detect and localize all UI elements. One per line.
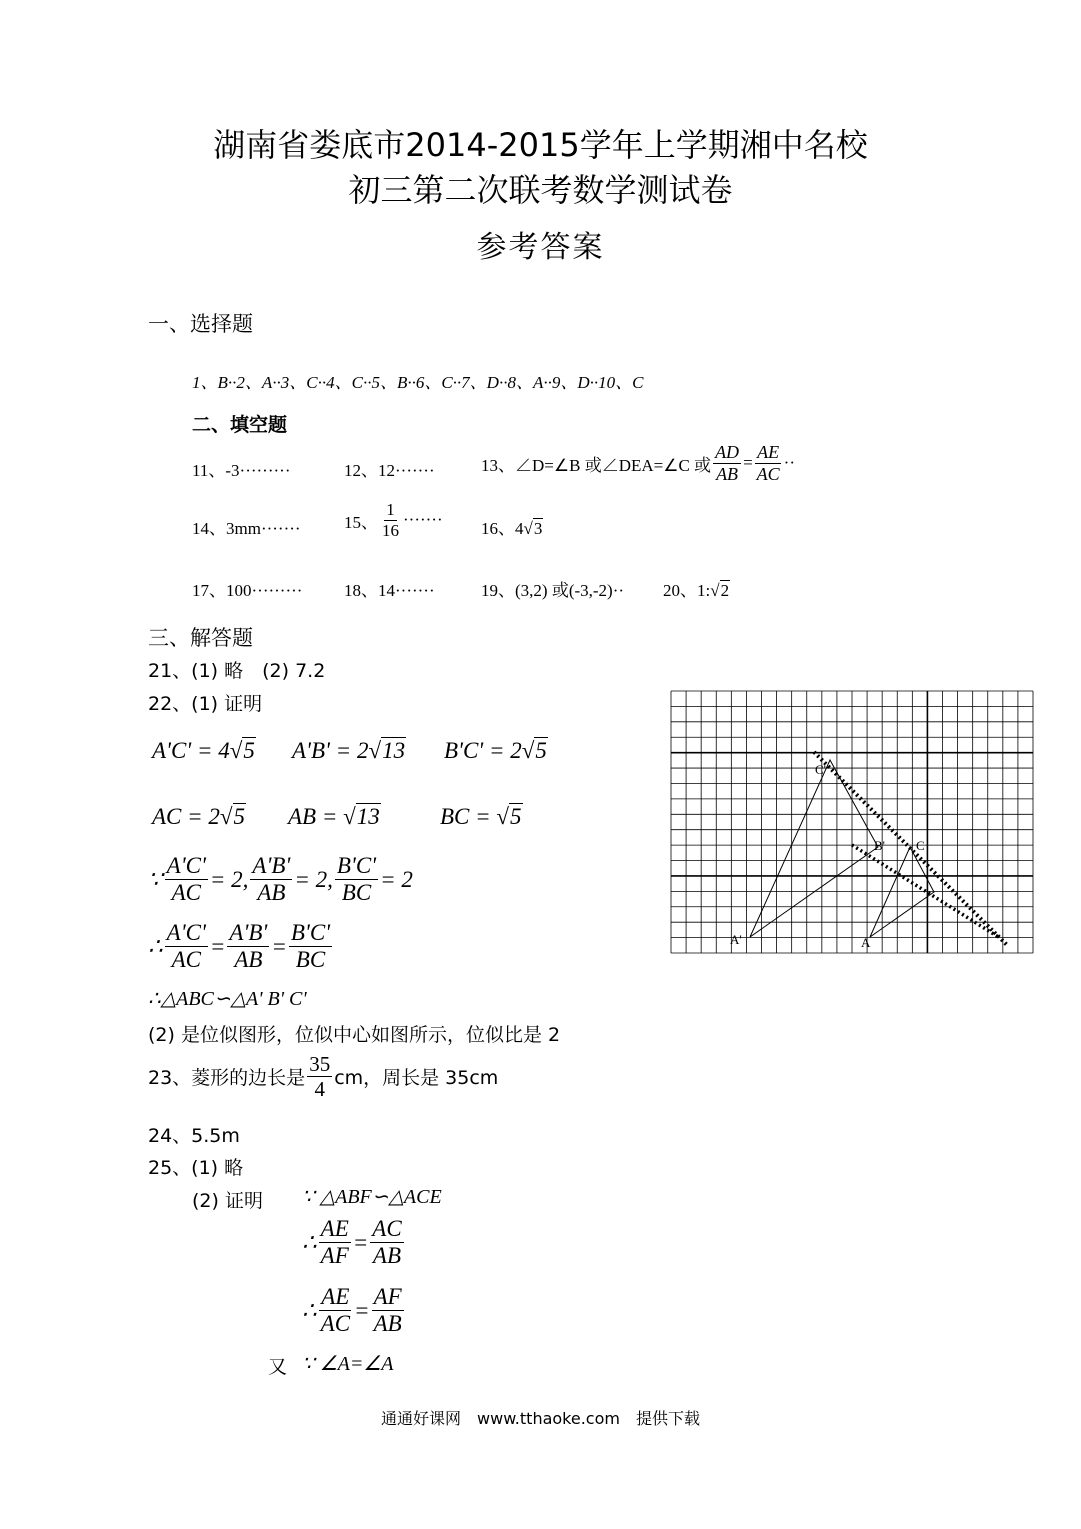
q16-prefix: 16、4 xyxy=(481,519,524,538)
fill-q12: 12、12······· xyxy=(344,461,435,480)
q23-suffix: cm，周长是 35cm xyxy=(334,1067,499,1090)
q25-therefore-2: ∴ xyxy=(302,1297,317,1323)
fill-q17: 17、100········· xyxy=(192,581,303,600)
q25-therefore-1: ∴ xyxy=(302,1229,317,1255)
fill-q19: 19、(3,2) 或(-3,-2)·· xyxy=(481,581,625,600)
q25-step-4-prefix: 又 xyxy=(268,1356,288,1378)
q22-l1b-text: A'B' = 2 xyxy=(292,738,369,763)
q25-eq-1: = xyxy=(352,1229,369,1255)
ratio-ab xyxy=(250,853,292,907)
q25-step-1: ∵ △ABF∽△ACE xyxy=(302,1186,442,1208)
ratio2-ac-den: AC xyxy=(171,947,201,973)
q20-radicand: 2 xyxy=(720,581,730,600)
q22-similar: ∴△ABC∽△A' B' C' xyxy=(148,988,307,1010)
q22-therefore-ratios xyxy=(148,920,334,974)
q22-l1c-rad: 5 xyxy=(535,738,547,763)
q15-tail: ······· xyxy=(403,510,443,530)
q25-step-4: ∵ ∠A=∠A xyxy=(302,1353,394,1375)
q25-f4-num: AF xyxy=(372,1284,404,1311)
section-choice-heading: 一、选择题 xyxy=(148,312,253,336)
fill-q15-fraction xyxy=(380,500,401,540)
fill-q11: 11、-3········· xyxy=(192,461,291,480)
fill-q14: 14、3mm······· xyxy=(192,519,301,538)
q22-line-2c: BC = √5 xyxy=(440,804,522,829)
therefore-symbol: ∴ xyxy=(148,933,163,959)
q13-f2-num: AE xyxy=(757,442,780,462)
q25-frac-4 xyxy=(372,1284,404,1338)
q13-tail: ·· xyxy=(783,453,795,473)
ratio-ab-num: A'B' xyxy=(250,853,292,880)
q22-l2b-text: AB = xyxy=(288,804,344,829)
ratio-bc-den: BC xyxy=(341,880,372,906)
section-fill-heading: 二、填空题 xyxy=(192,414,288,436)
solve-q24: 24、5.5m xyxy=(148,1125,240,1147)
ratio-bc-num: B'C' xyxy=(335,853,378,880)
fill-q13-fraction-2 xyxy=(755,442,782,484)
q22-line-1c: B'C' = 2√5 xyxy=(444,738,547,763)
q22-because-ratios xyxy=(148,853,413,907)
ratio-ac-den: AC xyxy=(171,880,201,906)
title-line-3: 参考答案 xyxy=(476,230,605,265)
q22-l1a-text: A'C' = 4 xyxy=(152,738,230,763)
q25-frac-3 xyxy=(319,1284,352,1338)
ratio-ac-num: A'C' xyxy=(165,853,208,880)
q25-f1-num: AE xyxy=(319,1216,351,1243)
fill-q20: 20、1:√2 xyxy=(663,581,730,600)
q22-l2a-rad: 5 xyxy=(233,804,246,829)
q13-f1-num: AD xyxy=(715,442,740,462)
label-c-prime: C' xyxy=(815,762,827,777)
q25-frac-1 xyxy=(319,1216,351,1270)
q15-prefix: 15、 xyxy=(344,512,378,532)
title-line-2: 初三第二次联考数学测试卷 xyxy=(348,171,733,209)
q22-line-1b: A'B' = 2√13 xyxy=(292,738,406,763)
ratio2-bc-den: BC xyxy=(295,947,326,973)
triangle-a-prime-b-prime-c-prime xyxy=(750,760,878,937)
fill-q13-fraction-1 xyxy=(713,442,741,484)
eq-b: = xyxy=(271,933,287,959)
eq-2c: = 2 xyxy=(380,866,413,892)
q25-step-2 xyxy=(302,1216,406,1270)
q25-part-2: (2) 证明 xyxy=(192,1190,263,1212)
label-c: C xyxy=(916,838,925,853)
q25-f3-den: AC xyxy=(320,1311,351,1337)
solve-q21: 21、(1) 略 (2) 7.2 xyxy=(148,660,326,682)
q13-eq: = xyxy=(743,453,753,473)
q25-f1-den: AF xyxy=(320,1243,349,1269)
fill-q15 xyxy=(344,500,443,540)
q25-f4-den: AB xyxy=(373,1311,402,1337)
ratio-bc xyxy=(335,853,378,907)
q13-f2-den: AC xyxy=(756,463,780,484)
q22-line-2b: AB = √13 xyxy=(288,804,380,829)
ratio2-ab-den: AB xyxy=(234,947,263,973)
solve-q25: 25、(1) 略 xyxy=(148,1157,244,1179)
label-a-prime: A' xyxy=(730,932,742,947)
q22-l1b-rad: 13 xyxy=(382,738,406,763)
ratio2-ac-num: A'C' xyxy=(165,920,208,947)
solve-q22: 22、(1) 证明 xyxy=(148,693,263,715)
fill-q18: 18、14······· xyxy=(344,581,435,600)
q22-l1a-rad: 5 xyxy=(243,738,255,763)
q22-l2c-rad: 5 xyxy=(510,804,522,829)
eq-2a: = 2, xyxy=(209,866,249,892)
q22-line-1a: A'C' = 4√5 xyxy=(152,738,255,763)
q20-prefix: 20、1: xyxy=(663,581,711,600)
q22-part-2: (2) 是位似图形，位似中心如图所示，位似比是 2 xyxy=(148,1024,561,1046)
q23-den: 4 xyxy=(314,1077,325,1102)
q25-f2-num: AC xyxy=(370,1216,403,1243)
q13-f1-den: AB xyxy=(716,463,739,484)
q25-frac-2 xyxy=(370,1216,403,1270)
q15-num: 1 xyxy=(386,500,395,519)
q22-l2a-text: AC = 2 xyxy=(152,804,220,829)
q16-radicand: 3 xyxy=(533,519,543,538)
footer-text: 通通好课网 www.tthaoke.com 提供下载 xyxy=(381,1409,700,1428)
q23-num: 35 xyxy=(309,1052,331,1076)
ratio-ac xyxy=(165,853,208,907)
grid-lines xyxy=(671,691,1033,953)
q22-l2c-text: BC = xyxy=(440,804,497,829)
ratio2-ac xyxy=(165,920,208,974)
fill-q13 xyxy=(481,442,795,484)
q25-f3-num: AE xyxy=(319,1284,351,1311)
ratio2-ab-num: A'B' xyxy=(227,920,269,947)
homothety-grid-figure xyxy=(670,690,1034,954)
q15-den: 16 xyxy=(382,520,399,540)
eq-a: = xyxy=(209,933,226,959)
q25-f2-den: AB xyxy=(372,1243,402,1269)
ratio2-bc-num: B'C' xyxy=(289,920,332,947)
section-solve-heading: 三、解答题 xyxy=(148,626,253,650)
label-b-prime: B' xyxy=(874,838,886,853)
q25-eq-2: = xyxy=(354,1297,370,1323)
fill-q16: 16、4√3 xyxy=(481,519,543,538)
q23-fraction xyxy=(307,1052,332,1101)
q22-l1c-text: B'C' = 2 xyxy=(444,738,522,763)
because-symbol: ∵ xyxy=(148,866,163,892)
ratio-ab-den: AB xyxy=(257,880,286,906)
ratio2-bc xyxy=(289,920,332,974)
solve-q23 xyxy=(148,1052,498,1101)
choice-answers: 1、B··2、A··3、C··4、C··5、B··6、C··7、D··8、A··9、D··10、C xyxy=(192,373,644,392)
ratio2-ab xyxy=(227,920,269,974)
q23-prefix: 23、菱形的边长是 xyxy=(148,1067,306,1090)
title-line-1: 湖南省娄底市2014-2015学年上学期湘中名校 xyxy=(213,126,868,164)
q25-step-3 xyxy=(302,1284,406,1338)
q22-l2b-rad: 13 xyxy=(356,804,380,829)
label-a: A xyxy=(861,935,871,950)
q22-line-2a: AC = 2√5 xyxy=(152,804,246,829)
eq-2b: = 2, xyxy=(294,866,333,892)
fill-q13-prefix: 13、∠D=∠B 或∠DEA=∠C 或 xyxy=(481,455,712,475)
